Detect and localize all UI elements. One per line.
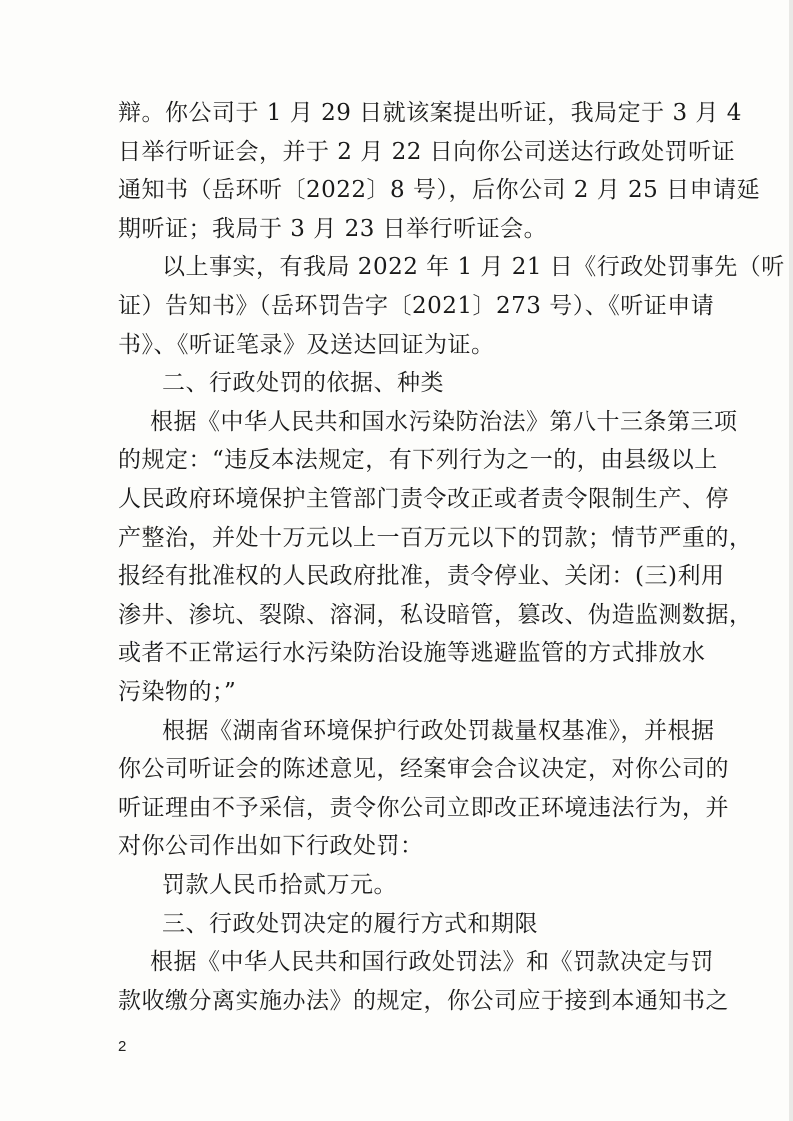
- scan-edge: [789, 0, 793, 1121]
- paragraph-first-line: 根据《中华人民共和国水污染防治法》第八十三条第三项: [150, 409, 738, 435]
- section-heading: 三、行政处罚决定的履行方式和期限: [162, 911, 538, 937]
- penalty-amount: 罚款人民币拾贰万元。: [162, 872, 397, 898]
- body-line: 听证理由不予采信，责令你公司立即改正环境违法行为，并: [118, 795, 729, 821]
- body-line: 渗井、渗坑、裂隙、溶洞，私设暗管，篡改、伪造监测数据，: [118, 602, 753, 628]
- paragraph-first-line: 根据《湖南省环境保护行政处罚裁量权基准》，并根据: [162, 718, 715, 744]
- page-number: 2: [118, 1038, 127, 1055]
- body-line: 辩。你公司于 1 月 29 日就该案提出听证，我局定于 3 月 4: [118, 100, 742, 126]
- body-line: 期听证；我局于 3 月 23 日举行听证会。: [118, 216, 548, 242]
- body-line: 证）告知书》（岳环罚告字〔2021〕273 号）、《听证申请: [118, 293, 715, 319]
- body-line: 书》、《听证笔录》及送达回证为证。: [118, 332, 495, 358]
- body-line: 款收缴分离实施办法》的规定，你公司应于接到本通知书之: [118, 988, 729, 1014]
- paragraph-first-line: 以上事实，有我局 2022 年 1 月 21 日《行政处罚事先（听: [162, 254, 785, 280]
- body-line: 的规定：“违反本法规定，有下列行为之一的，由县级以上: [118, 447, 718, 473]
- paragraph-first-line: 根据《中华人民共和国行政处罚法》和《罚款决定与罚: [150, 949, 714, 975]
- section-heading: 二、行政处罚的依据、种类: [162, 370, 444, 396]
- body-line: 报经有批准权的人民政府批准，责令停业、关闭：(三)利用: [118, 563, 725, 589]
- body-line: 人民政府环境保护主管部门责令改正或者责令限制生产、停: [118, 486, 729, 512]
- body-line: 你公司听证会的陈述意见，经案审会合议决定，对你公司的: [118, 756, 729, 782]
- body-line: 污染物的；”: [118, 679, 237, 705]
- body-line: 对你公司作出如下行政处罚：: [118, 833, 424, 859]
- body-line: 产整治，并处十万元以上一百万元以下的罚款；情节严重的，: [118, 525, 753, 551]
- body-line: 日举行听证会，并于 2 月 22 日向你公司送达行政处罚听证: [118, 139, 736, 165]
- body-line: 通知书（岳环听〔2022〕8 号），后你公司 2 月 25 日申请延: [118, 177, 761, 203]
- body-line: 或者不正常运行水污染防治设施等逃避监管的方式排放水: [118, 640, 706, 666]
